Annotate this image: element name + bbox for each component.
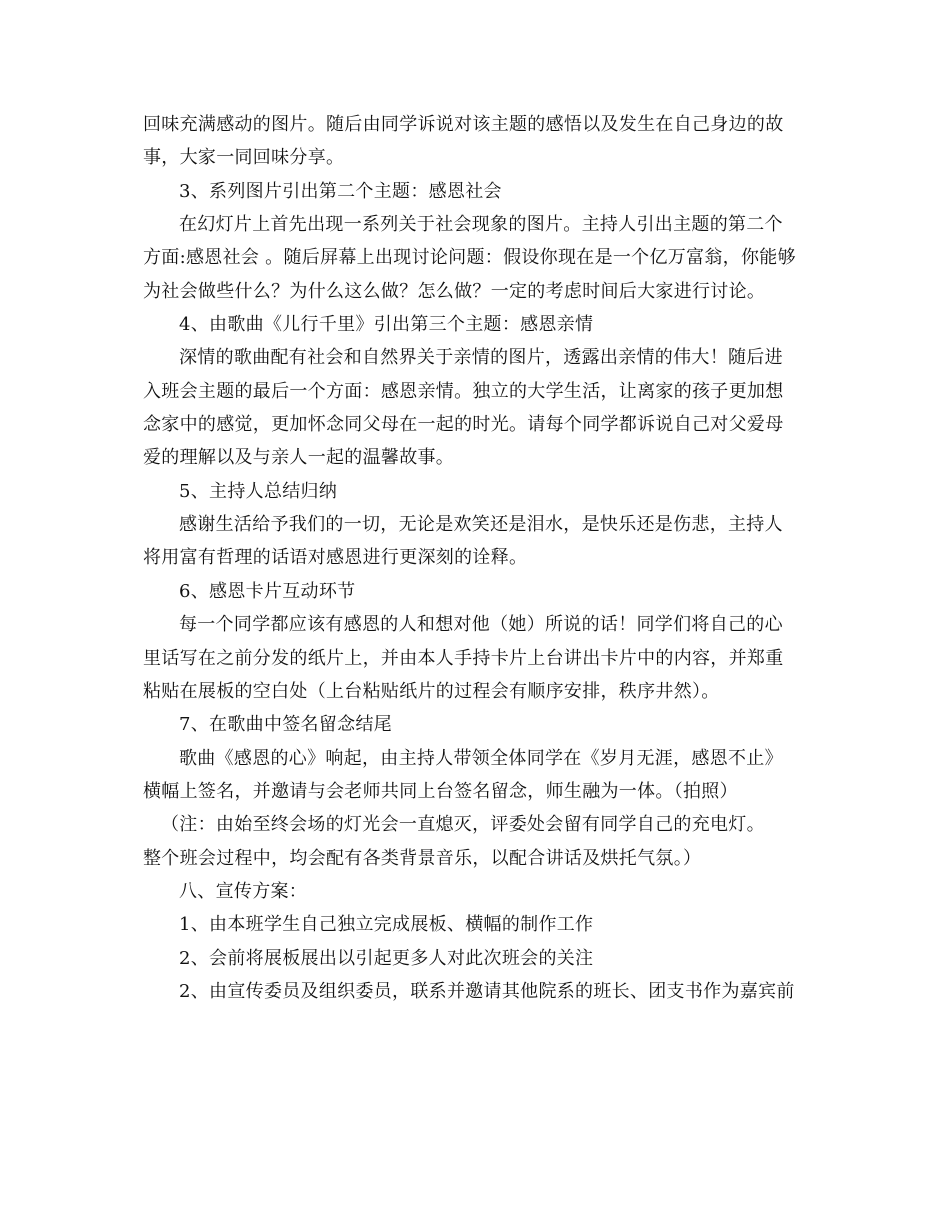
paragraph-line: 每一个同学都应该有感恩的人和想对他（她）所说的话！同学们将自己的心 xyxy=(179,614,783,636)
section-heading: 7、在歌曲中签名留念结尾 xyxy=(179,714,393,736)
note-line: 整个班会过程中，均会配有各类背景音乐，以配合讲话及烘托气氛。） xyxy=(143,847,702,869)
list-item: 2、由宣传委员及组织委员，联系并邀请其他院系的班长、团支书作为嘉宾前 xyxy=(179,980,795,1002)
paragraph-line: 入班会主题的最后一个方面：感恩亲情。独立的大学生活，让离家的孩子更加想 xyxy=(143,380,784,402)
list-item: 2、会前将展板展出以引起更多人对此次班会的关注 xyxy=(179,947,594,969)
paragraph-line: 爱的理解以及与亲人一起的温馨故事。 xyxy=(143,447,455,469)
paragraph-line: 在幻灯片上首先出现一系列关于社会现象的图片。主持人引出主题的第二个 xyxy=(179,214,783,236)
paragraph-line: 回味充满感动的图片。随后由同学诉说对该主题的感悟以及发生在自己身边的故 xyxy=(143,114,784,135)
paragraph-line: 方面:感恩社会 。随后屏幕上出现讨论问题：假设你现在是一个亿万富翁，你能够 xyxy=(143,247,796,269)
paragraph-line: 事，大家一同回味分享。 xyxy=(143,147,345,169)
paragraph-line: 深情的歌曲配有社会和自然界关于亲情的图片，透露出亲情的伟大！随后进 xyxy=(179,347,783,369)
paragraph-line: 念家中的感觉，更加怀念同父母在一起的时光。请每个同学都诉说自己对父爱母 xyxy=(143,414,784,436)
paragraph-line: 粘贴在展板的空白处（上台粘贴纸片的过程会有顺序安排，秩序井然）。 xyxy=(143,680,720,702)
list-item: 1、由本班学生自己独立完成展板、横幅的制作工作 xyxy=(179,914,594,936)
paragraph-line: 将用富有哲理的话语对感恩进行更深刻的诠释。 xyxy=(143,547,528,569)
paragraph-line: 歌曲《感恩的心》响起，由主持人带领全体同学在《岁月无涯，感恩不止》 xyxy=(179,747,783,769)
paragraph-line: 横幅上签名，并邀请与会老师共同上台签名留念，师生融为一体。（拍照） xyxy=(143,780,738,802)
paragraph-line: 里话写在之前分发的纸片上，并由本人手持卡片上台讲出卡片中的内容，并郑重 xyxy=(143,647,784,669)
document-body xyxy=(143,114,813,1014)
section-heading: 3、系列图片引出第二个主题：感恩社会 xyxy=(179,180,502,202)
section-heading: 5、主持人总结归纳 xyxy=(179,480,338,502)
section-heading: 八、宣传方案： xyxy=(179,880,308,902)
paragraph-line: 感谢生活给予我们的一切，无论是欢笑还是泪水，是快乐还是伤悲，主持人 xyxy=(179,514,783,536)
section-heading: 4、由歌曲《儿行千里》引出第三个主题：感恩亲情 xyxy=(179,314,594,336)
paragraph-line: 为社会做些什么？为什么这么做？怎么做？一定的考虑时间后大家进行讨论。 xyxy=(143,280,766,302)
section-heading: 6、感恩卡片互动环节 xyxy=(179,580,356,602)
note-line: （注：由始至终会场的灯光会一直熄灭，评委处会留有同学自己的充电灯。 xyxy=(161,814,765,836)
